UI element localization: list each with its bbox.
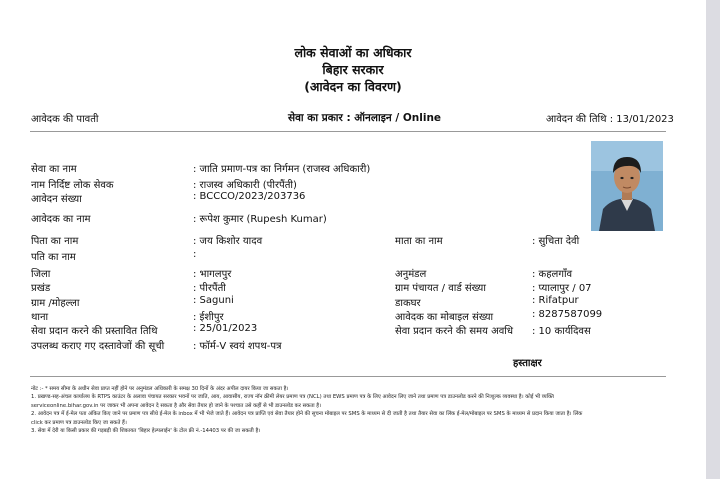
applicant-name: : रूपेश कुमार (Rupesh Kumar) <box>193 214 327 225</box>
applicant-photo <box>591 141 663 231</box>
signature-label: हस्ताक्षर <box>513 358 542 369</box>
divider <box>30 376 666 377</box>
field-label: प्रखंड <box>31 283 51 294</box>
field-value: : फॉर्म-V स्वयं शपथ-पत्र <box>193 341 282 352</box>
divider <box>30 131 666 132</box>
viewer-background <box>706 0 720 479</box>
field-label: आवेदन संख्या <box>31 194 82 205</box>
field-value: : जय किशोर यादव <box>193 236 263 247</box>
field-label: माता का नाम <box>395 236 443 247</box>
field-value: : पीरपैंती <box>193 283 226 294</box>
header-title: (आवेदन का विवरण) <box>304 79 402 94</box>
field-label: डाकघर <box>395 298 421 309</box>
field-label: सेवा प्रदान करने की समय अवधि <box>395 326 514 337</box>
field-label: सेवा प्रदान करने की प्रस्तावित तिथि <box>31 326 158 337</box>
field-value: : सुचिता देवी <box>532 236 580 247</box>
notes-section <box>31 385 667 435</box>
field-value: : भागलपुर <box>193 269 232 280</box>
application-number: : BCCCO/2023/203736 <box>193 191 306 202</box>
note-line: click कर प्रमाण पत्र डाउनलोड किए जा सकते हैं। <box>31 419 127 426</box>
field-label: आवेदक का मोबाइल संख्या <box>395 312 494 323</box>
note-line: 3. सेवा में देरी या किसी प्रकार की गड़बड़ी की शिकायत 'बिहार हेल्पलाईन' के टोल फ्री नं.-14403 पर की जा सकती है। <box>31 428 261 435</box>
note-line: नोट :- * समय सीमा के अधीन सेवा प्राप्त नहीं होने पर अनुमंडल अधिकारी के समक्ष 30 दिनों के अंदर अपील दायर किया जा सकता है। <box>31 386 289 392</box>
note-line: 1. प्रखण्ड-सह-अंचल कार्यालय के RTPS काउंटर के अलावा पंचायत सरकार भवनों पर जाति, आय, आवासीय, राज्य नॉन क्रीमी लेयर प्रमाण पत्र (NCL) तथा EWS प्रमाण पत्र के लिए आवेदन लिए जाने तथा प्रमाण पत्र डाउनलोड करने की निःशुल्क व्यवस्था है। कोई भी व्यक्ति <box>31 394 554 401</box>
application-date: आवेदन की तिथि : 13/01/2023 <box>546 114 674 125</box>
field-label: उपलब्ध कराए गए दस्तावेजों की सूची <box>31 341 165 352</box>
field-label: जिला <box>31 269 51 280</box>
field-value: : ईशीपुर <box>193 312 224 323</box>
field-label: थाना <box>31 312 49 323</box>
field-label: पिता का नाम <box>31 236 79 247</box>
field-label: ग्राम पंचायत / वार्ड संख्या <box>395 283 486 294</box>
applicant-photo-image <box>591 141 663 231</box>
field-label: आवेदक का नाम <box>31 214 91 225</box>
field-label: नाम निर्दिष्ट लोक सेवक <box>31 180 114 191</box>
receipt-label: आवेदक की पावती <box>31 114 99 125</box>
note-line: serviceonline.bihar.gov.in पर जाकर भी अपना आवेदन दे सकता है और सेवा तैयार हो जाने के पश्चात उसे कहीं से भी डाउनलोड कर सकता है। <box>31 402 322 409</box>
field-value: : प्यालापुर / 07 <box>532 283 592 294</box>
service-type: सेवा का प्रकार : ऑनलाइन / Online <box>288 112 442 124</box>
field-value: : 10 कार्यदिवस <box>532 326 591 337</box>
field-label: पति का नाम <box>31 252 76 263</box>
field-value: : 25/01/2023 <box>193 323 258 334</box>
field-value: : जाति प्रमाण-पत्र का निर्गमन (राजस्व अधिकारी) <box>193 164 371 175</box>
mobile-number: : 8287587099 <box>532 309 603 320</box>
field-label: ग्राम /मोहल्ला <box>31 298 80 309</box>
field-value: : राजस्व अधिकारी (पीरपैंती) <box>193 180 297 191</box>
field-value: : <box>193 249 197 260</box>
field-label: सेवा का नाम <box>31 164 77 175</box>
field-value: : Saguni <box>193 295 234 306</box>
field-value: : Rifatpur <box>532 295 579 306</box>
header-rights: लोक सेवाओं का अधिकार <box>294 45 412 60</box>
header-government: बिहार सरकार <box>322 62 384 77</box>
field-value: : कहलगाँव <box>532 269 573 280</box>
field-label: अनुमंडल <box>395 269 427 280</box>
note-line: 2. आवेदन पत्र में ई-मेल पता अंकित किए जाने पर प्रमाण पत्र सीधे ई-मेल के inbox में भी भेजे जाते हैं। आवेदन पत्र प्राप्ति एवं सेवा तैयार होने की सूचना मोबाइल पर SMS के माध्यम से दी जाती है तथा तैयार सेवा का लिंक ई-मेल/मोबाइल पर SMS के माध्यम से प्रदान किया जाता है। लिंक <box>31 411 583 418</box>
